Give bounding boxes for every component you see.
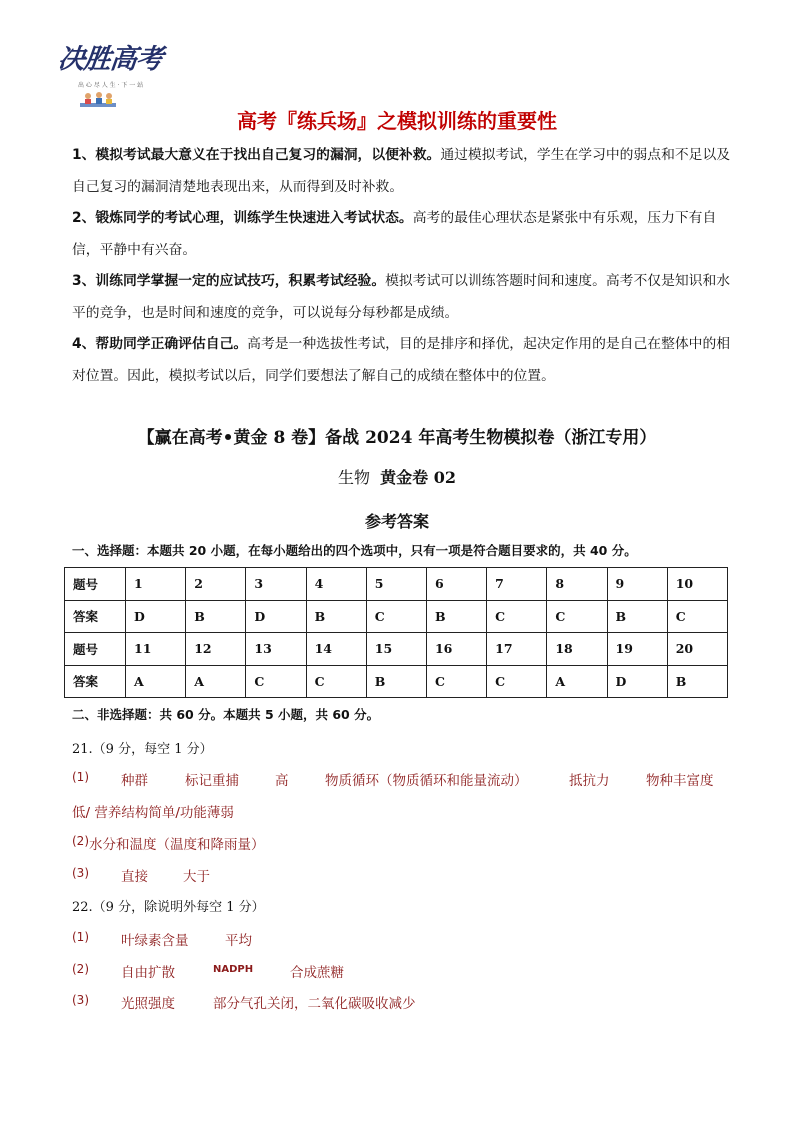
table-cell: 7 [487, 568, 547, 601]
q21-answer: 标记重捕 [185, 773, 239, 789]
table-cell: C [667, 600, 727, 633]
logo-subtitle: 出 心 尽 人 生 · 下 一 站 [78, 82, 144, 89]
intro-point-2-bold: 2、锻炼同学的考试心理，训练学生快速进入考试状态。 [72, 210, 413, 226]
q-label: 题号 [65, 633, 126, 666]
intro-point-2-text: 高考的最佳心理状态是紧张中有乐观，压力下有自信，平静中有兴奋。 [72, 210, 717, 258]
table-cell: D [246, 600, 306, 633]
intro-point-2 [72, 203, 732, 266]
paper-name: 黄金卷 02 [380, 468, 457, 487]
q-label: 题号 [65, 568, 126, 601]
table-cell: A [186, 665, 246, 698]
table-cell: 14 [306, 633, 366, 666]
section-2-title: 二、非选择题：共 60 分。本题共 5 小题，共 60 分。 [72, 707, 380, 722]
table-cell: B [186, 600, 246, 633]
table-cell: 4 [306, 568, 366, 601]
q21-answer: 种群 [121, 773, 148, 789]
intro-point-4-text: 高考是一种选拔性考试，目的是排序和择优，起决定作用的是自己在整体中的相对位置。因此，模拟考试以后，同学们要想法了解自己的成绩在整体中的位置。 [72, 336, 731, 384]
table-cell: 12 [186, 633, 246, 666]
table-cell: D [607, 665, 667, 698]
q21-part3-label: (3) [72, 866, 89, 880]
table-cell: C [487, 665, 547, 698]
q22-head: 22.（9 分，除说明外每空 1 分） [72, 900, 265, 915]
table-row [65, 633, 728, 666]
table-cell: 8 [547, 568, 607, 601]
intro-point-1-bold: 1、模拟考试最大意义在于找出自己复习的漏洞，以便补救。 [72, 147, 441, 163]
table-row [65, 568, 728, 601]
q22-answer: NADPH [213, 964, 254, 975]
intro-title: 高考『练兵场』之模拟训练的重要性 [237, 109, 557, 133]
q21-answer: 物种丰富度 [646, 773, 714, 789]
table-cell: C [366, 600, 426, 633]
q22-answer: 合成蔗糖 [290, 965, 344, 981]
answer-title: 参考答案 [364, 512, 429, 531]
q22-answer: 部分气孔关闭，二氧化碳吸收减少 [213, 996, 416, 1012]
q21-answer: 高 [275, 773, 289, 789]
table-cell: 13 [246, 633, 306, 666]
table-cell: 15 [366, 633, 426, 666]
table-cell: 2 [186, 568, 246, 601]
table-cell: 1 [126, 568, 186, 601]
table-cell: C [426, 665, 486, 698]
table-cell: 10 [667, 568, 727, 601]
q22-part2-label: (2) [72, 962, 89, 976]
q21-head: 21.（9 分，每空 1 分） [72, 742, 213, 757]
intro-point-3-text: 模拟考试可以训练答题时间和速度。高考不仅是知识和水平的竞争，也是时间和速度的竞争，可以说每分每秒都是成绩。 [72, 273, 731, 321]
table-cell: 3 [246, 568, 306, 601]
answer-table [64, 567, 728, 698]
subject-name: 生物 [337, 468, 370, 487]
q22-answer: 平均 [225, 933, 252, 949]
q22-answer: 光照强度 [121, 996, 175, 1012]
intro-point-3-bold: 3、训练同学掌握一定的应试技巧，积累考试经验。 [72, 273, 386, 289]
table-cell: 17 [487, 633, 547, 666]
q22-part3-label: (3) [72, 993, 89, 1007]
q21-part1-label: (1) [72, 770, 89, 784]
table-row [65, 665, 728, 698]
q21-answer: 大于 [183, 869, 210, 885]
q22-part1-label: (1) [72, 930, 89, 944]
table-cell: B [366, 665, 426, 698]
table-cell: 16 [426, 633, 486, 666]
intro-point-4-bold: 4、帮助同学正确评估自己。 [72, 336, 248, 352]
table-cell: C [487, 600, 547, 633]
intro-point-3 [72, 266, 732, 329]
table-cell: 9 [607, 568, 667, 601]
intro-point-4 [72, 329, 732, 392]
intro-point-1-text: 通过模拟考试，学生在学习中的弱点和不足以及自己复习的漏洞清楚地表现出来，从而得到及时补救。 [72, 147, 731, 195]
q21-answer: 物质循环（物质循环和能量流动） [325, 773, 528, 789]
table-cell: D [126, 600, 186, 633]
exam-subject [0, 465, 794, 488]
table-cell: A [547, 665, 607, 698]
table-cell: B [667, 665, 727, 698]
table-cell: A [126, 665, 186, 698]
table-cell: C [306, 665, 366, 698]
table-row [65, 600, 728, 633]
table-cell: B [607, 600, 667, 633]
table-cell: 11 [126, 633, 186, 666]
table-cell: 19 [607, 633, 667, 666]
section-1-title: 一、选择题：本题共 20 小题，在每小题给出的四个选项中，只有一项是符合题目要求的，共 40 分。 [72, 543, 637, 558]
a-label: 答案 [65, 600, 126, 633]
intro-point-1 [72, 140, 732, 203]
a-label: 答案 [65, 665, 126, 698]
table-cell: 18 [547, 633, 607, 666]
table-cell: B [306, 600, 366, 633]
table-cell: 6 [426, 568, 486, 601]
q21-answer: 直接 [121, 869, 148, 885]
table-cell: B [426, 600, 486, 633]
table-cell: 5 [366, 568, 426, 601]
q21-part1-continuation: 低/ 营养结构简单/功能薄弱 [72, 805, 234, 821]
q22-answer: 叶绿素含量 [121, 933, 189, 949]
q22-answer: 自由扩散 [121, 965, 175, 981]
q21-part2-answer: 水分和温度（温度和降雨量） [89, 837, 265, 853]
logo-text: 决胜高考 [56, 44, 164, 75]
table-cell: C [547, 600, 607, 633]
q21-answer: 抵抗力 [569, 773, 610, 789]
table-cell: C [246, 665, 306, 698]
table-cell: 20 [667, 633, 727, 666]
exam-title: 【赢在高考•黄金 8 卷】备战 2024 年高考生物模拟卷（浙江专用） [137, 428, 657, 448]
q21-part2-label: (2) [72, 834, 89, 848]
